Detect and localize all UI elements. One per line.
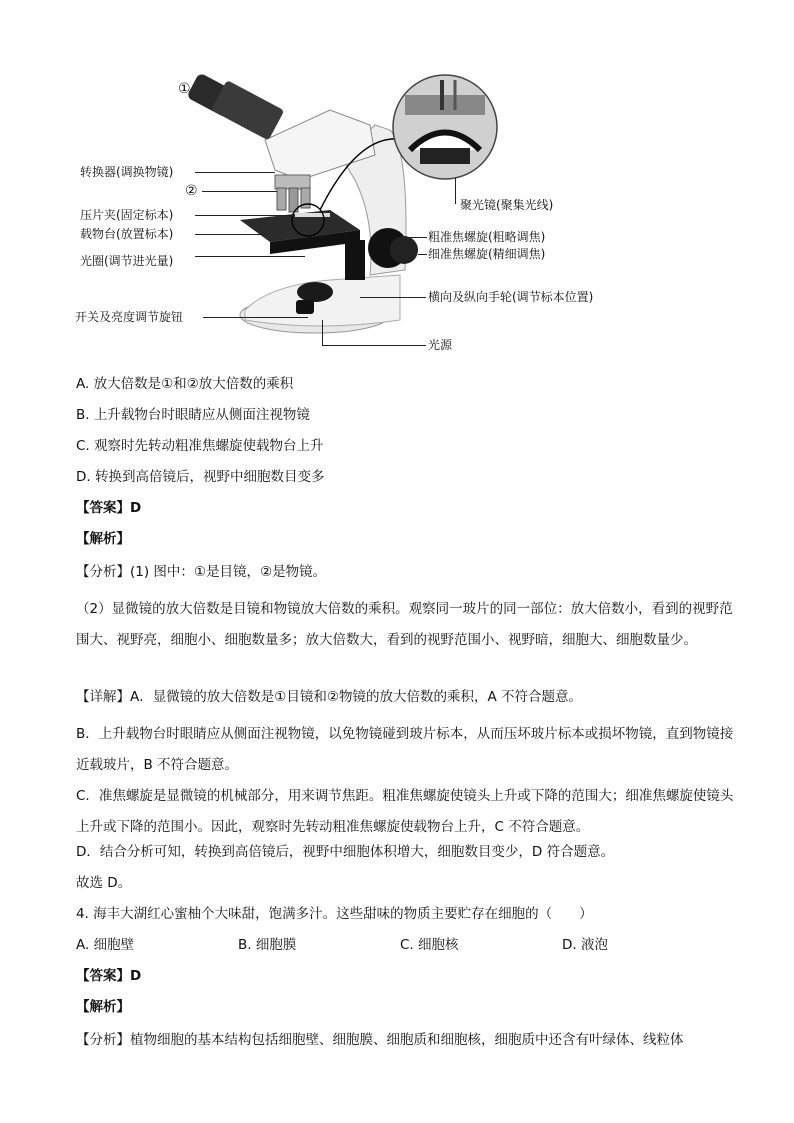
q3-option-c: C. 观察时先转动粗准焦螺旋使载物台上升 [76, 438, 324, 454]
switch-leader-line [203, 317, 308, 318]
q4-answer: 【答案】D [76, 968, 142, 984]
converter-label: 转换器(调换物镜) [80, 165, 174, 179]
q3-analysis-1: 【分析】(1) 图中：①是目镜，②是物镜。 [76, 564, 327, 580]
q4-options [76, 936, 736, 954]
handwheel-leader-line [360, 297, 426, 298]
q3-option-a: A. 放大倍数是①和②放大倍数的乘积 [76, 376, 294, 392]
q4-analysis: 【分析】植物细胞的基本结构包括细胞壁、细胞膜、细胞质和细胞核，细胞质中还含有叶绿体、线粒体 [76, 1032, 684, 1048]
q3-detail-a: 【详解】A．显微镜的放大倍数是①目镜和②物镜的放大倍数的乘积，A 不符合题意。 [76, 689, 582, 705]
fine-focus-label: 细准焦螺旋(精细调焦) [428, 247, 546, 261]
q3-answer: 【答案】D [76, 500, 142, 516]
q4-option-a: A. 细胞壁 [76, 937, 135, 953]
light-source-label: 光源 [428, 338, 453, 352]
coarse-focus-leader-line [405, 237, 427, 238]
q3-detail-d: D．结合分析可知，转换到高倍镜后，视野中细胞体积增大，细胞数目变少，D 符合题意。 [76, 844, 615, 860]
stage-leader-line [195, 234, 265, 235]
q3-detail-b: B．上升载物台时眼睛应从侧面注视物镜，以免物镜碰到玻片标本，从而压坏玻片标本或损坏物镜，直到物镜接近载玻片，B 不符合题意。 [76, 726, 734, 773]
microscope-figure [70, 70, 730, 360]
q4-option-b: B. 细胞膜 [238, 937, 297, 953]
q3-analysis-title: 【解析】 [76, 531, 130, 547]
converter-leader-line [195, 172, 275, 173]
stage-label: 载物台(放置标本) [80, 227, 174, 241]
q4-stem: 4. 海丰大湖红心蜜柚个大味甜，饱满多汁。这些甜味的物质主要贮存在细胞的（ ） [76, 906, 593, 922]
q4-analysis-title: 【解析】 [76, 999, 130, 1015]
q4-option-d: D. 液泡 [562, 937, 608, 953]
q4-option-c: C. 细胞核 [400, 937, 459, 953]
condenser-leader-line [455, 178, 456, 204]
objective-leader-line [202, 191, 277, 192]
q3-detail-c: C．准焦螺旋是显微镜的机械部分，用来调节焦距。粗准焦螺旋使镜头上升或下降的范围大；细准焦螺旋使镜头上升或下降的范围小。因此，观察时先转动粗准焦螺旋使载物台上升，C 不符合题意。 [76, 788, 734, 835]
objective-number-label: ② [185, 183, 198, 199]
q3-option-b: B. 上升载物台时眼睛应从侧面注视物镜 [76, 407, 310, 423]
switch-label: 开关及亮度调节旋钮 [75, 310, 184, 324]
condenser-label: 聚光镜(聚集光线) [460, 198, 554, 212]
coarse-focus-label: 粗准焦螺旋(粗略调焦) [428, 230, 546, 244]
aperture-leader-line [195, 256, 305, 257]
clip-leader-line [195, 215, 295, 216]
handwheel-label: 横向及纵向手轮(调节标本位置) [428, 290, 594, 304]
q3-option-d: D. 转换到高倍镜后，视野中细胞数目变多 [76, 469, 325, 485]
fine-focus-leader-line [418, 254, 427, 255]
light-source-leader-vertical [322, 320, 323, 345]
q3-analysis-2: （2）显微镜的放大倍数是目镜和物镜放大倍数的乘积。观察同一玻片的同一部位：放大倍数小，看到的视野范围大、视野亮，细胞小、细胞数量多；放大倍数大，看到的视野范围小、视野暗，细胞大、细胞数量少。 [76, 601, 733, 648]
light-source-leader-line [322, 345, 426, 346]
eyepiece-number-label: ① [178, 81, 191, 97]
q3-conclusion: 故选 D。 [76, 875, 132, 891]
clip-label: 压片夹(固定标本) [80, 208, 174, 222]
aperture-label: 光圈(调节进光量) [80, 254, 174, 268]
